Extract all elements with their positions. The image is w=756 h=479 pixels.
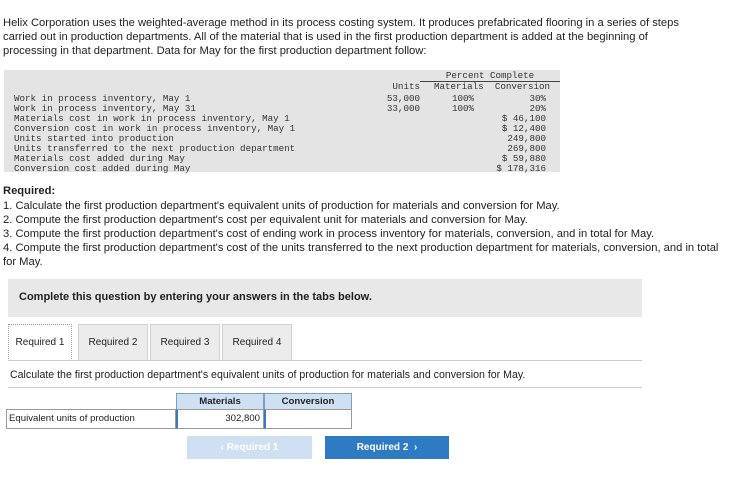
table-row-materials: 100% (451, 93, 474, 104)
header-percent-complete: Percent Complete (420, 70, 560, 82)
table-row-value: 269,800 (507, 143, 546, 154)
table-row-label: Work in process inventory, May 31 (14, 103, 196, 114)
tab-required-3[interactable]: Required 3 (150, 324, 220, 361)
chevron-left-icon: ‹ (220, 442, 224, 453)
required-item: 4. Compute the first production department's cost of the units transferred to the next production department for materials, conversion, and in total for May. (3, 242, 719, 268)
required-item: 3. Compute the first production department's cost of ending work in process inventory for materials, conversion, and in total for May. (3, 228, 655, 240)
table-row-value: $ 178,316 (496, 163, 546, 174)
table-row-label: Conversion cost added during May (14, 163, 191, 174)
row-label-equivalent-units: Equivalent units of production (6, 409, 176, 429)
tab-required-1[interactable]: Required 1 (8, 324, 72, 361)
table-row-conversion: 30% (529, 93, 546, 104)
header-materials: Materials (434, 81, 484, 92)
header-units: Units (392, 81, 420, 92)
table-row-value: $ 12,400 (501, 123, 546, 134)
col-header-conversion: Conversion (264, 393, 352, 411)
instruction-text: Calculate the first production department's equivalent units of production for materials and conversion for May. (10, 369, 526, 381)
table-row-value: $ 46,100 (501, 113, 546, 124)
complete-prompt-text: Complete this question by entering your answers in the tabs below. (19, 291, 372, 303)
table-row-label: Materials cost in work in process inventory, May 1 (14, 113, 290, 124)
table-row-units: 33,000 (386, 103, 420, 114)
required-item: 2. Compute the first production department's cost per equivalent unit for materials and conversion for May. (3, 214, 528, 226)
next-required-button[interactable] (325, 436, 449, 459)
table-row-label: Units started into production (14, 133, 174, 144)
table-row-units: 53,000 (386, 93, 420, 104)
chevron-right-icon: › (411, 442, 418, 453)
table-row-value: 249,800 (507, 133, 546, 144)
table-row-label: Work in process inventory, May 1 (14, 93, 191, 104)
required-item: 1. Calculate the first production department's equivalent units of production for materials and conversion for May. (3, 200, 560, 212)
next-button-label: Required 2 (356, 442, 409, 453)
intro-text: Helix Corporation uses the weighted-average method in its process costing system. It produces prefabricated flooring in a series of steps carried out in production departments. All of the material that is used in the first production department is added at the beginning of processing in that department. Data for May for the first production department follow: (3, 17, 679, 57)
table-row-conversion: 20% (529, 103, 546, 114)
table-row-label: Units transferred to the next production department (14, 143, 296, 154)
data-table (4, 70, 560, 172)
tab-required-2[interactable]: Required 2 (78, 324, 148, 361)
instruction-box (8, 360, 642, 388)
complete-prompt-bar (8, 279, 642, 317)
required-list (3, 199, 723, 269)
materials-input[interactable]: 302,800 (176, 409, 264, 429)
table-row-label: Conversion cost in work in process inventory, May 1 (14, 123, 296, 134)
prev-required-button[interactable] (187, 436, 312, 459)
conversion-input[interactable] (264, 409, 352, 429)
table-row-label: Materials cost added during May (14, 153, 185, 164)
table-row-materials: 100% (451, 103, 474, 114)
table-row-value: $ 59,880 (501, 153, 546, 164)
prev-button-label: Required 1 (226, 442, 279, 453)
header-conversion: Conversion (494, 81, 550, 92)
tab-required-4[interactable]: Required 4 (222, 324, 292, 361)
col-header-materials: Materials (176, 393, 264, 411)
required-title: Required: (3, 185, 56, 197)
